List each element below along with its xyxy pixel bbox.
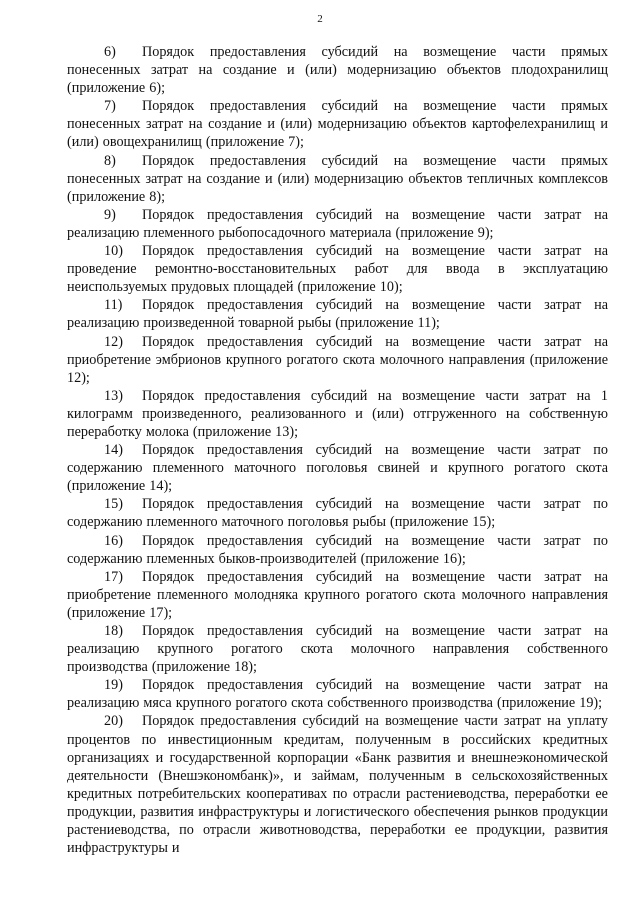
item-number: 13) [104, 387, 123, 404]
list-item [67, 568, 608, 622]
item-text: Порядок предоставления субсидий на возмещение части прямых понесенных затрат на создание и (или) модернизацию объектов тепличных комплексов (приложение 8); [67, 152, 608, 205]
item-text: Порядок предоставления субсидий на возмещение части прямых понесенных затрат на создание и (или) модернизацию объектов плодохранилищ (приложение 6); [67, 44, 608, 97]
item-text: Порядок предоставления субсидий на возмещение части затрат на 1 килограмм произведенного, реализованного и (или) отгруженного на собственную переработку молока (приложение 13); [67, 387, 608, 440]
item-number: 11) [104, 297, 123, 314]
item-text: Порядок предоставления субсидий на возмещение части затрат на приобретение племенного молодняка крупного рогатого скота молочного направления (приложение 17); [67, 568, 608, 621]
item-text: Порядок предоставления субсидий на возмещение части затрат на приобретение эмбрионов крупного рогатого скота молочного направления (приложение 12); [67, 333, 608, 386]
item-text: Порядок предоставления субсидий на возмещение части затрат на проведение ремонтно-восстановительных работ для ввода в эксплуатацию неиспользуемых прудовых площадей (приложение 10); [67, 243, 608, 296]
list-item [67, 206, 608, 242]
list-item [67, 712, 608, 857]
item-text: Порядок предоставления субсидий на возмещение части затрат по содержанию племенных быков-производителей (приложение 16); [67, 532, 608, 567]
item-number: 10) [104, 243, 123, 260]
item-text: Порядок предоставления субсидий на возмещение части затрат на реализацию мяса крупного рогатого скота собственного производства (приложение 19); [67, 677, 608, 712]
item-text: Порядок предоставления субсидий на возмещение части затрат на реализацию произведенной товарной рыбы (приложение 11); [67, 297, 608, 332]
list-item [67, 152, 608, 206]
item-text: Порядок предоставления субсидий на возмещение части прямых понесенных затрат на создание и (или) модернизацию объектов картофелехранилищ и (или) овощехранилищ (приложение 7); [67, 98, 608, 151]
item-number: 17) [104, 568, 123, 585]
list-item [67, 387, 608, 441]
list-item [67, 296, 608, 332]
item-number: 18) [104, 623, 123, 639]
item-text: Порядок предоставления субсидий на возмещение части затрат по содержанию племенного маточного поголовья свиней и крупного рогатого скота (приложение 14); [67, 442, 608, 495]
list-item [67, 97, 608, 151]
list-item [67, 242, 608, 296]
item-number: 14) [104, 442, 123, 459]
item-text: Порядок предоставления субсидий на возмещение части затрат по содержанию племенного маточного поголовья рыбы (приложение 15); [67, 496, 608, 531]
document-body [67, 43, 608, 857]
item-number: 7) [104, 98, 116, 115]
item-text: Порядок предоставления субсидий на возмещение части затрат на реализацию племенного рыбопосадочного материала (приложение 9); [67, 206, 608, 241]
item-number: 6) [104, 44, 116, 60]
item-text: Порядок предоставления субсидий на возмещение части затрат на реализацию крупного рогатого скота молочного направления собственного производства (приложение 18); [67, 623, 608, 676]
item-number: 20) [104, 713, 123, 730]
item-number: 19) [104, 677, 123, 694]
list-item [67, 333, 608, 387]
item-number: 9) [104, 206, 116, 223]
item-number: 16) [104, 532, 123, 549]
item-text: Порядок предоставления субсидий на возмещение части затрат на уплату процентов по инвестиционным кредитам, полученным в российских кредитных организациях и государственной корпорации «Банк развития и внешнеэкономической деятельности (Внешэкономбанк)», и займам, полученным в сельскохозяйственных кредитных потребительских кооперативах по отрасли растениеводства, переработки ее продукции, развития инфраструктуры и логистического обеспечения рынков продукции растениеводства, по отрасли животноводства, переработки ее продукции, развития инфраструктуры и [67, 713, 608, 857]
item-number: 15) [104, 496, 123, 513]
item-number: 12) [104, 333, 123, 350]
list-item [67, 441, 608, 495]
list-item [67, 676, 608, 712]
list-item [67, 43, 608, 97]
list-item [67, 622, 608, 676]
item-number: 8) [104, 152, 116, 169]
page-number: 2 [317, 13, 323, 25]
list-item [67, 532, 608, 568]
list-item [67, 495, 608, 531]
